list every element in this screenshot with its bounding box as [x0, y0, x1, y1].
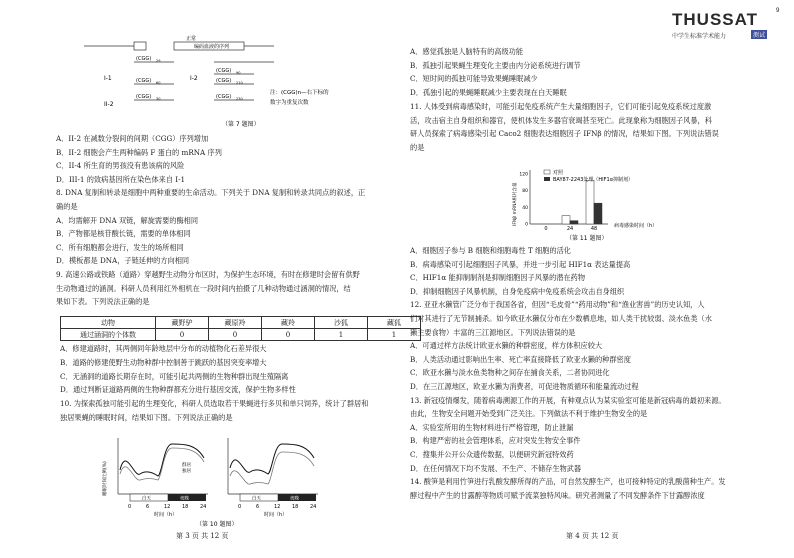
text-line: 10. 为探索孤独可能引起的生理变化，科研人员选取若干果蝇进行多贝和单只饲养，统计了群居和 — [60, 399, 369, 409]
text-line: A．细胞因子参与 B 细胞和细胞毒性 T 细胞的活化 — [410, 246, 571, 255]
text-line: 11. 人体受到病毒感染时，可能引起免疫系统产生大量细胞因子，它们可能引起免疫系统过度激 — [410, 101, 712, 111]
text-line: A．修建道路时，其两侧同年龄地层中分布的动植物化石差异很大 — [60, 344, 267, 353]
text-line: A．均需解开 DNA 双链，解旋需要的酶相同 — [56, 215, 199, 225]
fig10-xtick: 24 — [310, 504, 317, 510]
bar-treatment-24h — [570, 221, 578, 224]
table-header-cell: 动物 — [61, 317, 156, 329]
fig10-night-label: 夜晚 — [290, 496, 299, 502]
fig10-xtick: 24 — [200, 504, 207, 510]
table-header-cell: 沙狐 — [315, 317, 368, 329]
text-line: D．在任何情况下均不发展、不生产、不储存生物武器 — [410, 463, 582, 473]
logo-superscript: 9 — [776, 8, 780, 14]
text-line: D．在三江源地区，欧亚水獭为消费者，可促进物质循环和能量流动过程 — [410, 382, 639, 391]
text-line: 的是 — [410, 142, 425, 152]
fig10-xtick: 18 — [182, 504, 189, 510]
fig11-caption: （第 11 题图） — [566, 235, 608, 242]
text-line: B．病毒感染可引起细胞因子风暴，并进一步引起 HIF1α 表达量提高 — [410, 259, 631, 269]
fig7-label-II2: II-2 — [104, 101, 114, 108]
text-line: C．所有细胞都会进行，发生的场所相同 — [56, 242, 184, 252]
text-line: 独居果蝇的睡眠时间，结果如下图。下列说法正确的是 — [60, 413, 233, 422]
fig10-day-label: 白天 — [142, 496, 151, 502]
text-line: A．可通过样方法统计欧亚水獭的种群密度，样方体积应较大 — [410, 341, 603, 351]
fig7-label-gene: 编码血液的序列 — [194, 44, 230, 50]
text-line: C．欧亚水獭与淡水鱼类物种之间存在捕食关系，二者协同进化 — [410, 368, 610, 378]
fig7-repeat-3: (CGG) — [136, 94, 152, 100]
text-line: B．道路的修建使野生动物种群中控制善于跳跃的基因突变率增大 — [60, 357, 267, 367]
fig10-panel-right — [228, 438, 318, 518]
logo-brand: THUSSAT — [672, 10, 759, 29]
text-line: C．无涵洞的道路长期存在时，可能引起共两侧的生物种群出现生殖隔离 — [60, 371, 289, 381]
fig7-repeat-2: (CGG) — [136, 78, 152, 84]
figure-11-bar-chart — [508, 164, 744, 244]
text-line: D．模板都是 DNA，子链延伸的方向相同 — [56, 256, 190, 266]
table-cell: 0 — [156, 329, 209, 341]
y-tick-label: 40 — [522, 205, 528, 211]
text-line: 14. 酸笋是利用竹笋进行乳酸发酵所得的产品，可自然发酵生产，也可接种特定的乳酸菌种生产。发 — [410, 477, 726, 487]
text-line: 9. 高速公路或铁路（道路）穿越野生动物分布区时，为保护生态环境，有时在修建时会留有供野 — [56, 270, 360, 279]
fig7-sub-4: 90 — [236, 71, 241, 75]
text-line: 酵过程中产生的甘露醇等物质可赋予流菜独特风味。研究者测量了不同发酵条件下甘露醇浓度 — [410, 490, 705, 500]
fig7-label-I2: I-2 — [190, 75, 198, 82]
fig10-xtick: 12 — [274, 504, 281, 510]
bar-treatment-48h — [594, 203, 602, 224]
text-line: 13. 新冠疫情爆发，随着病毒溯源工作的开展，有种观点认为某实验室可能是新冠病毒的最初来源。 — [410, 395, 726, 405]
table-cell: 0 — [262, 329, 315, 341]
fig7-sub-3: 30 — [156, 97, 161, 101]
text-line: D．通过判断证道路两侧的生物种群都充分进行基因交流，保护生物多样性 — [60, 385, 296, 395]
text-line: B．构建严密的社会管理体系，应对突发生物安全事件 — [410, 436, 581, 446]
logo-subtitle: 中学生标准学术能力 — [672, 34, 727, 40]
text-line: 研人员探索了病毒感染引起 Caco2 细胞表达细胞因子 IFNβ 的情况，结果如下图。下列说法错误 — [410, 129, 719, 139]
fig7-note-2: 数字为重复次数 — [270, 100, 309, 106]
fig10-day-label: 白天 — [252, 496, 261, 502]
fig10-xtick: 6 — [256, 504, 260, 510]
y-tick-label: 0 — [525, 222, 528, 228]
table-cell: 0 — [209, 329, 262, 341]
table-header-cell: 藏狐 — [368, 317, 421, 329]
fig10-xlabel: 时间（h） — [264, 512, 288, 518]
table-header-row — [61, 317, 421, 329]
text-line: 们对其进行了无节制捕杀。如今欧亚水獭仅分布在少数栖息地，如人类干扰较弱、淡水鱼类（水 — [410, 314, 712, 323]
fig10-xtick: 0 — [238, 504, 242, 510]
figure-7 — [74, 34, 344, 129]
fig7-label-normal: 正常 — [186, 36, 197, 42]
fig10-legend-2: 独居 — [182, 469, 191, 474]
logo-badge: 测试 — [751, 30, 767, 39]
text-line: 确的是 — [56, 202, 78, 211]
table-header-cell: 藏羚 — [262, 317, 315, 329]
fig7-repeat-1: (CGG) — [136, 56, 152, 62]
bar-control-24h — [562, 216, 570, 224]
page-footer-left: 第 3 页 共 12 页 — [176, 532, 229, 540]
text-line: B．产物都是核苷酸长链，需要的单体相同 — [56, 229, 191, 239]
text-line: D．抑制细胞因子风暴机制，自身免疫病中免疫系统会攻击自身组织 — [410, 286, 625, 296]
text-line: 生动物通过的涵洞。科研人员利用红外相机在一段时间内拍摄了几种动物通过涵洞的情况，结 — [56, 283, 351, 293]
text-line: A．II-2 在减数分裂间的间期（CGG）序列增加 — [56, 134, 209, 143]
table-q9 — [60, 316, 421, 341]
text-line: 由此，生物安全问题开始受到广泛关注。下列做法不利于维护生物安全的是 — [410, 409, 648, 419]
text-line: B．人类活动通过影响出生率、死亡率直接降低了欧亚水獭的种群密度 — [410, 354, 631, 364]
text-line: C．短时间的孤独可能导致果蝇睡眠减少 — [410, 74, 538, 84]
text-line: 活，攻击宿主自身组织和器官，使机体发生多器官衰竭甚至死亡。此现象称为细胞因子风暴，科 — [410, 115, 712, 125]
y-tick-label: 120 — [519, 172, 528, 178]
fig7-sub-1: 29 — [156, 59, 161, 63]
table-cell: 通过涵洞的个体数 — [61, 329, 156, 341]
fig10-ylabel: 睡眠时间比例(%) — [103, 461, 108, 496]
fig10-legend-1: 群居 — [182, 463, 191, 468]
fig7-note-1: 注：(CGG)n—右下标的 — [270, 90, 329, 96]
text-line: 獭主要食物）丰富的三江源地区。下列说法错误的是 — [410, 327, 576, 337]
table-header-cell: 藏野驴 — [156, 317, 209, 329]
table-cell: 1 — [315, 329, 368, 341]
fig7-repeat-5: (CGG) — [216, 78, 232, 84]
fig10-caption: （第 10 题图） — [196, 521, 238, 528]
y-tick-label: 80 — [522, 189, 528, 195]
fig7-caption: （第 7 题图） — [222, 121, 260, 128]
fig7-sub-5: 210 — [236, 81, 243, 85]
text-line: C．HIF1α 能抑制制剂是抑制细胞因子风暴的潜在药物 — [410, 273, 586, 283]
text-line: C．搜集并公开公众遗传数据，以便研究新冠特效药 — [410, 450, 574, 459]
x-tick-label: 0 — [544, 226, 548, 232]
page-footer-right: 第 4 页 共 12 页 — [566, 532, 619, 540]
text-line: B．孤独引起果蝇生理变化主要由内分泌系统进行调节 — [410, 60, 581, 70]
text-line: D．孤独引起的果蝇睡眠减少主要表现在白天睡眠 — [410, 88, 567, 98]
fig7-sub-6: 230 — [236, 97, 243, 101]
legend-label-treatment: BAY87-2243处理（HIF1α抑制剂） — [553, 177, 633, 183]
text-line: A．实验室所用的生物材料进行严格管理，防止泄漏 — [410, 422, 574, 432]
fig7-repeat-6: (CGG) — [216, 94, 232, 100]
legend-swatch-treatment — [544, 177, 550, 181]
fig10-xlabel: 时间（h） — [154, 512, 178, 518]
fig7-repeat-4: (CGG) — [216, 68, 232, 74]
fig11-ylabel: IFNβ mRNA相对含量 — [513, 182, 518, 226]
text-line: 果如下表。下列说法正确的是 — [56, 297, 150, 307]
table-header-cell: 藏原羚 — [209, 317, 262, 329]
text-line: 8. DNA 复制和转录是细胞中两种重要的生命活动。下列关于 DNA 复制和转录共同点的叙述，正 — [56, 188, 366, 198]
text-line: A．感觉孤独是人脑特有的高级功能 — [410, 47, 524, 56]
fig10-panel-left — [118, 438, 208, 518]
fig10-xtick: 12 — [164, 504, 171, 510]
fig7-sub-2: 60 — [156, 81, 161, 85]
bar-control-48h — [586, 180, 594, 224]
legend-swatch-control — [544, 170, 550, 174]
table-row — [61, 329, 421, 341]
fig10-xtick: 0 — [128, 504, 132, 510]
text-line: C．II-4 所生育的男孩没有患该病的风险 — [56, 161, 185, 171]
fig10-xtick: 6 — [146, 504, 150, 510]
text-line: B．II-2 细胞会产生两种编码 F 蛋白的 mRNA 序列 — [56, 147, 222, 157]
text-line: 12. 亚亚水獭管广泛分布于我国各省，但因“毛皮骨”“药用动物”和“渔业害兽”的历史认知，人 — [410, 300, 705, 310]
table-cell: 1 — [368, 329, 421, 341]
figure-10 — [100, 432, 330, 528]
x-tick-label: 24 — [566, 226, 574, 232]
fig10-night-label: 夜晚 — [180, 496, 189, 502]
fig7-label-I1: I-1 — [104, 75, 112, 82]
x-tick-label: 48 — [590, 226, 598, 232]
legend-label-control: 对照 — [553, 170, 564, 176]
fig10-xtick: 18 — [292, 504, 299, 510]
text-line: D．III-1 的致病基因所在染色体来自 I-1 — [56, 174, 186, 184]
fig11-xlabel: 病毒感染时间（h） — [614, 223, 658, 229]
